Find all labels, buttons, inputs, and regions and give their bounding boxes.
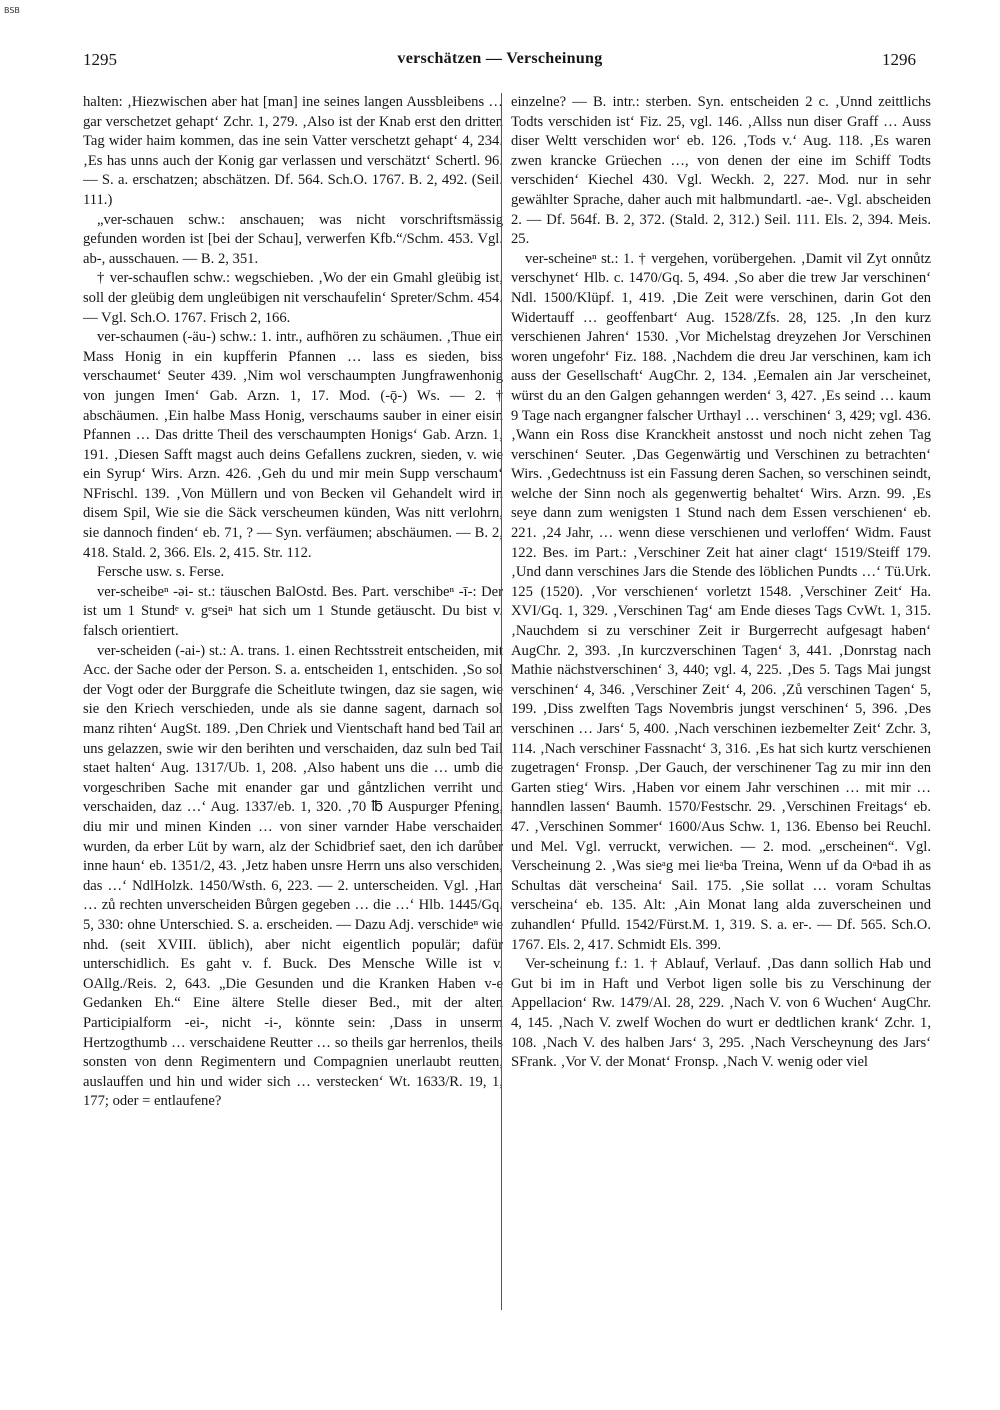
page-header	[0, 50, 1000, 74]
entry-paragraph: Ver-scheinung f.: 1. † Ablauf, Verlauf. ‚Das dann sollich Hab und Gut bi im in Haft und Verbot ligen solle bis zu Verschinung der Appellacion‘ Rw. 1479/Al. 28, 229. ‚Nach V. von 6 Wuchen‘ AugChr. 4, 145. ‚Nach V. zwelf Wochen do wurt er dedtlichen krank‘ Zchr. 1, 108. ‚Nach V. des halben Jars‘ 3, 295. ‚Nach Verscheynung des Jars‘ SFrank. ‚Vor V. der Monat‘ Fronsp. ‚Nach V. wenig oder viel	[511, 956, 931, 1071]
entry-paragraph: Fersche usw. s. Ferse.	[97, 564, 225, 581]
entry-paragraph: halten: ‚Hiezwischen aber hat [man] ine seines langen Aussbleibens … gar verschetzet gehapt‘ Zchr. 1, 279. ‚Also ist der Knab erst den dritten Tag wider haim kommen, das ine sein Vatter verschetzt gehapt‘ 4, 234. ‚Es has unns auch der Konig gar verlassen und verschätzt‘ Schertl. 96. — S. a. erschatzen; abschätzen. Df. 564. Sch.O. 1767. B. 2, 492. (Seil. 111.)	[83, 94, 503, 208]
entry-paragraph: „ver-schauen schw.: anschauen; was nicht vorschriftsmässig gefunden worden ist [bei der Schau], verwerfen Kfb.“/Schm. 453. Vgl. ab-, ausschauen. — B. 2, 351.	[83, 211, 503, 267]
right-column	[511, 93, 931, 1393]
entry-paragraph: ver-scheineⁿ st.: 1. † vergehen, vorübergehen. ‚Damit vil Zyt onnůtz verschynet‘ Hlb. c. 1470/Gq. 5, 494. ‚So aber die trew Jar verschinen‘ Ndl. 1500/Klüpf. 1, 419. ‚Die Zeit were verschinen, darin Got den Widertauff … geoffenbart‘ Aug. 1528/Zfs. 28, 125. ‚In den kurz verschienen Jahren‘ 1530. ‚Vor Michelstag dreyzehen Jor Verschinen woren ungefohr‘ Fiz. 188. ‚Nachdem die dreu Jar verschinen, kam ich auss der Gesellschaft‘ AugChr. 2, 134. ‚Eemalen ain Jar verscheinet, würst du an den Galgen gehanngen werden‘ 3, 427. ‚Es seind … kaum 9 Tage nach ergangner falscher Urthayl … verschinen‘ 3, 429; vgl. 436. ‚Wann ein Ross dise Kranckheit anstosst und noch nicht zehen Tag verschinen‘ Seuter. ‚Das Gegenwärtig und Verschinen zu betrachten‘ Wirs. ‚Gedechtnuss ist ein Fassung deren Sachen, so verschinen seindt, welche der Sinn noch als gegenwertig behaltet‘ Wirs. Arzn. 99. ‚Es seye dann zum wenigsten 1 Stund nach dem Essen verschienen‘ eb. 221. ‚24 Jahr, … wenn diese verschienen und verloffen‘ Widm. Faust 122. Bes. im Part.: ‚Verschiner Zeit hat ainer clagt‘ 1519/Steiff 179. ‚Und dann verschines Jars die Stende des löblichen Pundts …‘ Tü.Urk. 125 (1520). ‚Vor verschienen‘ vorletzt 1548. ‚Verschiner Zeit‘ Ha. XVI/Gq. 1, 329. ‚Verschinen Tag‘ am Ende dieses Tags CvWt. 1, 315. ‚Nauchdem si zu verschiner Zeit ir Burgerrecht aufgesagt haben‘ AugChr. 2, 393. ‚In kurczverschinen Tagen‘ 3, 441. ‚Donrstag nach Mathie nächstverschinen‘ 3, 440; vgl. 4, 225. ‚Des 5. Tags Mai jungst verschinen‘ 4, 346. ‚Verschiner Zeit‘ 4, 206. ‚Zů verschinen Tagen‘ 5, 199. ‚Diss zwelften Tags Novembris jungst verschinen‘ 5, 396. ‚Des verschinen … Jars‘ 5, 400. ‚Nach verschinen iezbemelter Zeit‘ Zchr. 3, 114. ‚Nach verschiner Fassnacht‘ 3, 316. ‚Es hat sich kurtz verschienen zugetragen‘ Fronsp. ‚Der Gauch, der verschinener Tag zu mir inn den Garten stieg‘ Wirs. ‚Haben vor einem Jahr verschinen … mit mir … hanndlen lassen‘ Baumh. 1570/Festschr. 29. ‚Verschinen Freitags‘ eb. 47. ‚Verschinen Sommer‘ 1600/Aus Schw. 1, 136. Ebenso bei Reuchl. und Mel. Vgl. verruckt, verwichen. — 2. mod. „erscheinen“. Vgl. Verscheinung 2. ‚Was sieᵃg mei lieᵃba Treina, Wenn uf da Oᵃbad ih as Schultas dät verscheina‘ Sail. 175. ‚Sie sollat … voram Schultas verscheina‘ eb. 135. Alt: ‚Ain Monat lang alda zuverscheinen und zuhandlen‘ Pfulld. 1542/Fürst.M. 1, 319. S. a. er-. — Df. 565. Sch.O. 1767. Els. 2, 417. Schmidt Els. 399.	[511, 250, 931, 953]
page-number-right: 1296	[882, 50, 916, 69]
column-divider	[501, 93, 502, 1310]
left-column	[83, 93, 503, 1393]
library-stamp: BSB	[4, 6, 20, 15]
entry-paragraph: ver-scheiden (-ai-) st.: A. trans. 1. einen Rechtsstreit entscheiden, mit Acc. der Sache oder der Person. S. a. entscheiden 1, entschiden. ‚So sol der Vogt oder der Burggrafe die Scheitlute twingen, daz sie sagen, wie sie den Kriech verschieden, unde als sie danne sagent, darnach sol manz rihten‘ AugSt. 189. ‚Den Chriek und Vientschaft hand bed Tail an uns gelazzen, swie wir den berihten und verschaiden, daz suln bed Tail staet halten‘ Aug. 1317/Ub. 1, 208. ‚Also habent uns die … umb die vorgeschriben Sache mit enander gar und gåntzlichen verriht und verschaiden, daz …‘ Aug. 1337/eb. 1, 320. ‚70 ℔ Auspurger Pfening, diu mir und minen Kinden … von siner varnder Habe verschaiden wurden, da erber Lüt by warn, alz der Schidbrief saet, den ich darůber inne haun‘ eb. 1351/2, 43. ‚Jetz haben unsre Herrn uns also verschiden, das …‘ NdlHolzk. 1450/Wsth. 6, 223. — 2. unterscheiden. Vgl. ‚Han … zů rechten unverscheiden Bůrgen gegeben … die …‘ Hlb. 1445/Gq. 5, 330: ohne Unterschied. S. a. erscheiden. — Dazu Adj. verschideⁿ wie nhd. (seit XVIII. üblich), aber nicht eigentlich populär; dafür unterschidlich. Es gaht v. f. Buck. Des Mensche Wille ist v. OAllg./Reis. 2, 643. „Die Gesunden und die Kranken Haben v-e Gedanken Eh.“ Eine ältere Stelle dieser Bed., mit der alten Participialform -ei-, nicht -i-, könnte sein: ‚Dass in unserm Hertzogthumb … verschaidene Reutter … so theils gar herrenlos, theils sonsten von denn Regimentern und Compagnien unerlaubt reutten, auslauffen und hin und wider sich … verstecken‘ Wt. 1633/R. 19, 1, 177; oder = entlaufene?	[83, 642, 503, 1110]
entry-paragraph: ver-scheibeⁿ -əi- st.: täuschen BalOstd. Bes. Part. verschibeⁿ -ī-: Der ist um 1 Stundᵉ v. gᵉseiⁿ hat sich um 1 Stunde getäuscht. Du bist v. falsch orientiert.	[83, 583, 503, 640]
page-number-left: 1295	[83, 50, 117, 69]
entry-paragraph: ver-schaumen (-äu-) schw.: 1. intr., aufhören zu schäumen. ‚Thue ein Mass Honig in ein kupfferin Pfannen … lass es sieden, biss verschaumet‘ Seuter 439. ‚Nim wol verschaumpten Jungfrawenhonig von jungen Imen‘ Gab. Arzn. 1, 17. Mod. (-ǭ-) Ws. — 2. † abschäumen. ‚Ein halbe Mass Honig, verschaums sauber in einer eisin Pfannen … Das dritte Theil des verschaumpten Honigs‘ Gab. Arzn. 1, 191. ‚Diesen Safft magst auch deins Gefallens zuckren, sieden, v. wie ein Syrup‘ Wirs. Arzn. 426. ‚Geh du und mir mein Supp verschaum‘ NFrischl. 139. ‚Von Müllern und von Becken vil Gehandelt wird in disem Spil, Wie sie die Säck verscheumen künden, Was nitt verlohrn, sie dannoch finden‘ eb. 71, ? — Syn. verfäumen; abschäumen. — B. 2, 418. Stald. 2, 366. Els. 2, 415. Str. 112.	[83, 329, 503, 561]
running-title: verschätzen — Verscheinung	[397, 50, 603, 67]
entry-paragraph: einzelne? — B. intr.: sterben. Syn. entscheiden 2 c. ‚Unnd zeittlichs Todts verschiden ist‘ Fiz. 25, vgl. 146. ‚Allss nun diser Graff … Auss diser Weltt verschiden wor‘ eb. 126. ‚Tods v.‘ Aug. 118. ‚Es waren zwen krancke Grüechen …, von denen der eine im Schiff Todts verschiden‘ Kiechel 430. Vgl. Weckh. 2, 227. Mod. nur in sehr gewählter Sprache, daher auch mit halbmundartl. -ae-. Vgl. abscheiden 2. — Df. 564f. B. 2, 372. (Stald. 2, 312.) Seil. 111. Els. 2, 394. Meis. 25.	[511, 94, 931, 248]
entry-paragraph: † ver-schauflen schw.: wegschieben. ‚Wo der ein Gmahl gleübig ist, soll der gleübig dem ungleübigen nit verschaufelin‘ Spreter/Schm. 454. — Vgl. Sch.O. 1767. Frisch 2, 166.	[83, 270, 503, 326]
